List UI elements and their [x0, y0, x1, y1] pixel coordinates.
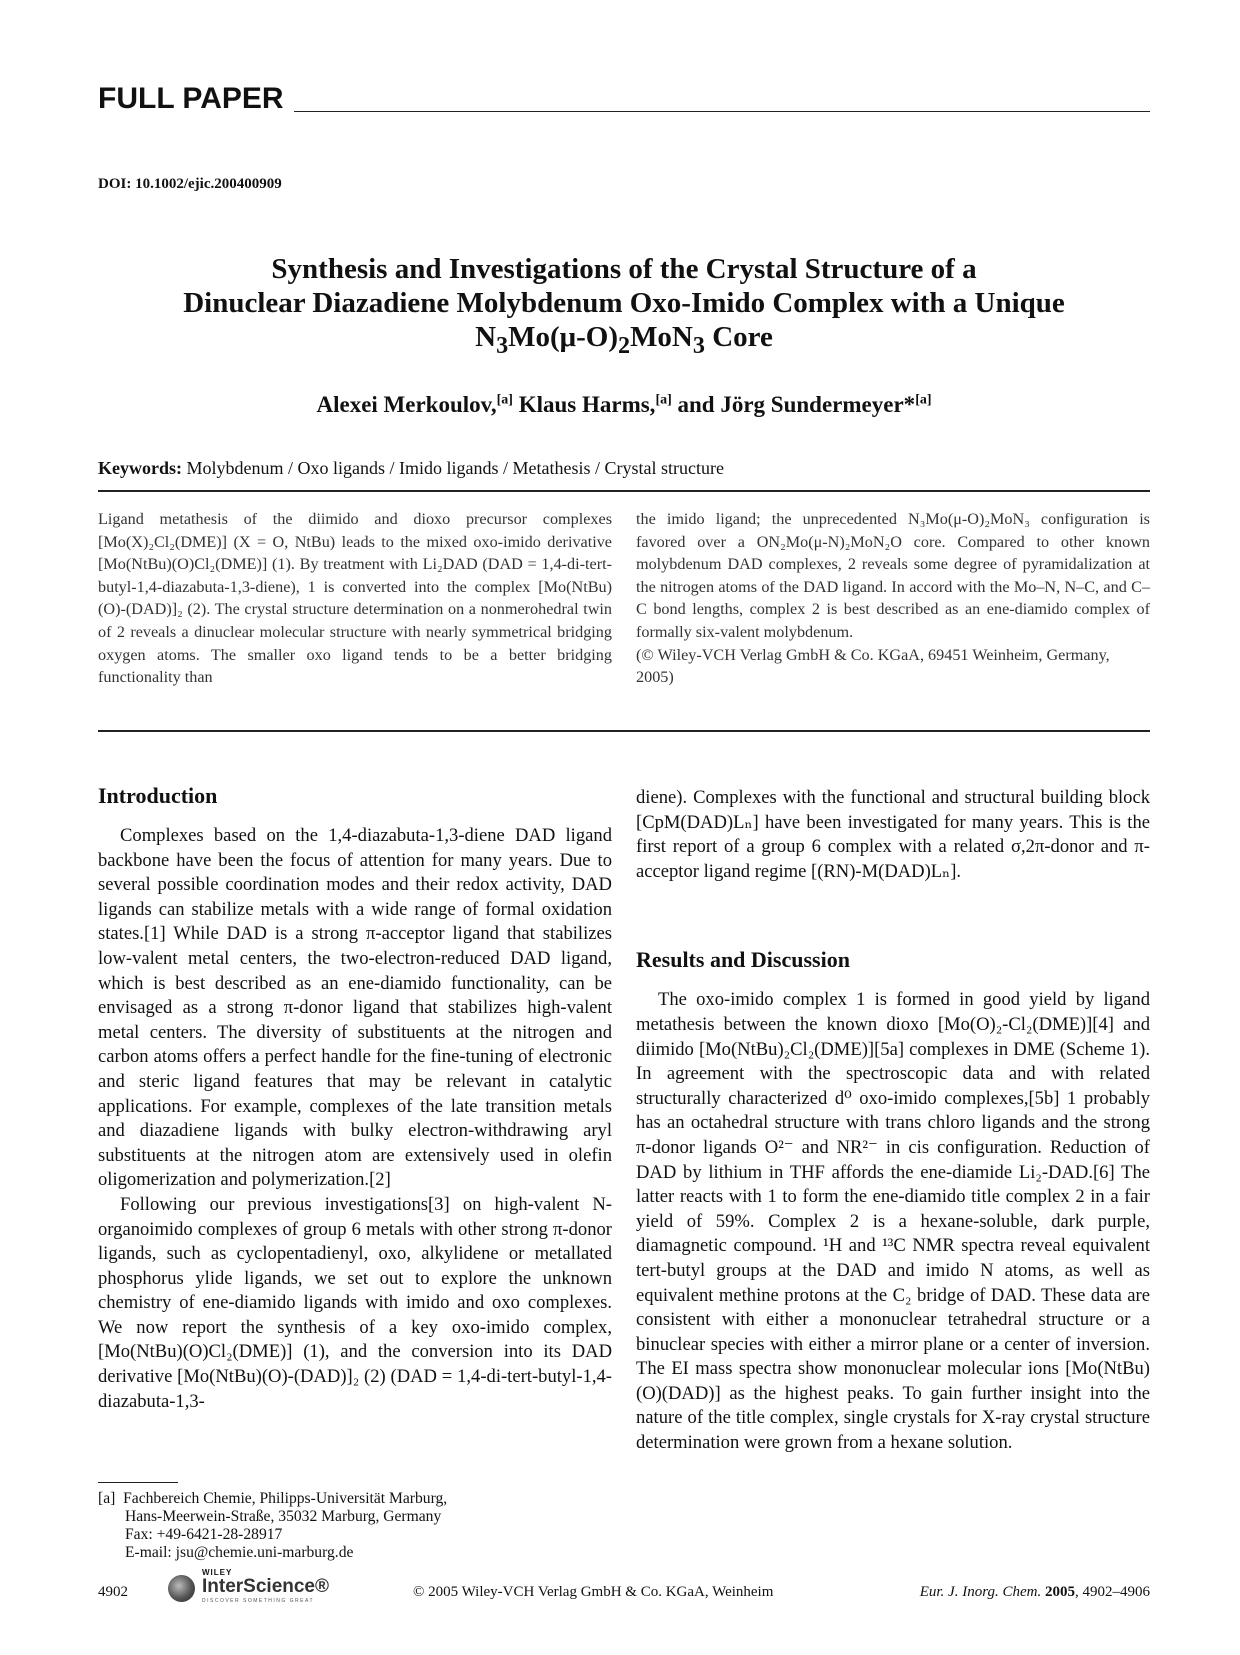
doi: DOI: 10.1002/ejic.200400909 [98, 176, 282, 192]
footnote-rule [98, 1482, 178, 1483]
results-heading: Results and Discussion [636, 947, 850, 973]
introduction-heading: Introduction [98, 783, 218, 808]
introduction-paragraph-3: diene). Complexes with the functional and structural building block [CpM(DAD)Lₙ] have been investigated for many years. This is the first report of a group 6 complex with a related σ,2π-donor and π-acceptor ligand regime [(RN)-M(DAD)Lₙ]. [636, 787, 1150, 882]
abstract-copyright: (© Wiley-VCH Verlag GmbH & Co. KGaA, 69451 Weinheim, Germany, 2005) [636, 645, 1110, 687]
page-footer [98, 1568, 1150, 1621]
author-list [98, 392, 1150, 418]
header-rule [294, 111, 1150, 112]
results-paragraph-1: The oxo-imido complex 1 is formed in good yield by ligand metathesis between the known dioxo [Mo(O)₂-Cl₂(DME)][4] and diimido [Mo(NtBu)₂Cl₂(DME)][5a] complexes in DME (Scheme 1). In agreement with the spectroscopic data and with related structurally characterized d⁰ oxo-imido complexes,[5b] 1 probably has an octahedral structure with trans chloro ligands and the strong π-donor ligands O²⁻ and NR²⁻ in cis configuration. Reduction of DAD by lithium in THF affords the ene-diamide Li₂-DAD.[6] The latter reacts with 1 to form the ene-diamido title complex 2 in a fair yield of 59%. Complex 2 is a hexane-soluble, dark purple, diamagnetic compound. ¹H and ¹³C NMR spectra reveal equivalent tert-butyl groups at the DAD and imido N atoms, as well as equivalent methine protons at the C₂ bridge of DAD. These data are consistent with either a mononuclear tetrahedral structure or a binuclear species with either a mirror plane or a center of inversion. The EI mass spectra show mononuclear molecular ions [Mo(NtBu)(O)(DAD)] as the highest peaks. To gain further insight into the nature of the title complex, single crystals for X-ray crystal structure determination were grown from a hexane solution. [636, 989, 1150, 1454]
journal-name: Eur. J. Inorg. Chem. [919, 1584, 1042, 1600]
journal-year: 2005 [1041, 1584, 1075, 1600]
page-number: 4902 [98, 1584, 128, 1600]
abstract-text-left: Ligand metathesis of the diimido and dioxo precursor complexes [Mo(X)₂Cl₂(DME)] (X = O, NtBu) leads to the mixed oxo-imido derivative [Mo(NtBu)(O)Cl₂(DME)] (1). By treatment with Li₂DAD (DAD = 1,4-di-tert-butyl-1,4-diazabuta-1,3-diene), 1 is converted into the complex [Mo(NtBu)(O)-(DAD)]₂ (2). The crystal structure determination on a nonmerohedral twin of 2 reveals a dinuclear molecular structure with nearly symmetrical bridging oxygen atoms. The smaller oxo ligand tends to be a better bridging functionality than [98, 510, 612, 687]
abstract-text-right: the imido ligand; the unprecedented N₃Mo(μ-O)₂MoN₃ configuration is favored over a ON₂Mo(μ-N)₂MoN₂O core. Compared to other known molybdenum DAD complexes, 2 reveals some degree of pyramidalization at the nitrogen atoms of the DAD ligand. In accord with the Mo–N, N–C, and C–C bond lengths, complex 2 is best described as an ene-diamido complex of formally six-valent molybdenum. [636, 510, 1150, 641]
running-header [98, 82, 1150, 118]
keywords-text: Molybdenum / Oxo ligands / Imido ligands / Metathesis / Crystal structure [182, 458, 724, 478]
footer-copyright: © 2005 Wiley-VCH Verlag GmbH & Co. KGaA, Weinheim [413, 1584, 774, 1600]
abstract-bottom-rule [98, 730, 1150, 732]
abstract-left [98, 508, 612, 689]
section-label: FULL PAPER [98, 82, 284, 115]
right-column [636, 786, 1150, 1456]
journal-pages: , 4902–4906 [1075, 1584, 1150, 1600]
footnote-mark: [a] [98, 1490, 116, 1507]
title-line-2: Dinuclear Diazadiene Molybdenum Oxo-Imido Complex with a Unique [183, 287, 1065, 319]
author-2: Klaus Harms, [512, 392, 656, 417]
author-1: Alexei Merkoulov, [316, 392, 497, 417]
paper-title [98, 252, 1150, 359]
introduction-paragraph-2: Following our previous investigations[3] on high-valent N-organoimido complexes of group 6 metals with other strong π-donor ligands, such as cyclopentadienyl, oxo, alkylidene or metallated phosphorus ylide ligands, we set out to explore the unknown chemistry of ene-diamido ligands with imido and oxo complexes. We now report the synthesis of a key oxo-imido complex, [Mo(NtBu)(O)Cl₂(DME)] (1), and the conversion into its DAD derivative [Mo(NtBu)(O)-(DAD)]₂ (2) (DAD = 1,4-di-tert-butyl-1,4-diazabuta-1,3- [98, 1193, 612, 1412]
affiliation-mark: [a] [655, 392, 672, 408]
interscience-logo [166, 1567, 336, 1607]
introduction-paragraph-1: Complexes based on the 1,4-diazabuta-1,3-diene DAD ligand backbone have been the focus of attention for many years. Due to several possible coordination modes and their redox activity, DAD ligands can stabilize metals with a wide range of formal oxidation states.[1] While DAD is a strong π-acceptor ligand that stabilizes low-valent metal centers, the two-electron-reduced DAD ligand, which is best described as an ene-diamido functionality, can be envisaged as a strong π-donor ligand that stabilizes high-valent metal centers. The diversity of substituents at the nitrogen and carbon atoms offers a perfect handle for the fine-tuning of electronic and steric ligand features that may be relevant in catalytic applications. For example, complexes of the late transition metals and diazadiene ligands with bulky electron-withdrawing aryl substituents at the nitrogen atom are extensively used in olefin oligomerization and polymerization.[2] [98, 825, 612, 1191]
affiliation-mark: [a] [915, 392, 932, 408]
affiliation-mark: [a] [496, 392, 513, 408]
abstract-top-rule [98, 490, 1150, 492]
logo-wiley: WILEY [202, 1568, 233, 1577]
title-line-3: $N_3Mo(\mu-O)_2MoN_3$ Core [475, 321, 773, 359]
logo-tagline: DISCOVER SOMETHING GREAT [202, 1598, 315, 1604]
globe-icon [168, 1575, 195, 1602]
introduction-column [98, 782, 612, 1414]
keywords [98, 458, 1150, 479]
footnote-line-2: Hans-Meerwein-Straße, 35032 Marburg, Germany [125, 1508, 442, 1525]
title-line-1: Synthesis and Investigations of the Crystal Structure of a [271, 253, 977, 285]
footnote-line-1: Fachbereich Chemie, Philipps-Universität Marburg, [123, 1490, 448, 1507]
keywords-label: Keywords: [98, 458, 182, 478]
author-3: and Jörg Sundermeyer* [671, 392, 916, 417]
journal-reference [920, 1584, 1150, 1601]
footnote-line-3: Fax: +49-6421-28-28917 [125, 1526, 283, 1543]
affiliation-footnote [98, 1490, 618, 1562]
footnote-line-4: E-mail: jsu@chemie.uni-marburg.de [125, 1544, 354, 1561]
logo-name: InterScience® [202, 1576, 329, 1597]
abstract-right [636, 508, 1150, 689]
